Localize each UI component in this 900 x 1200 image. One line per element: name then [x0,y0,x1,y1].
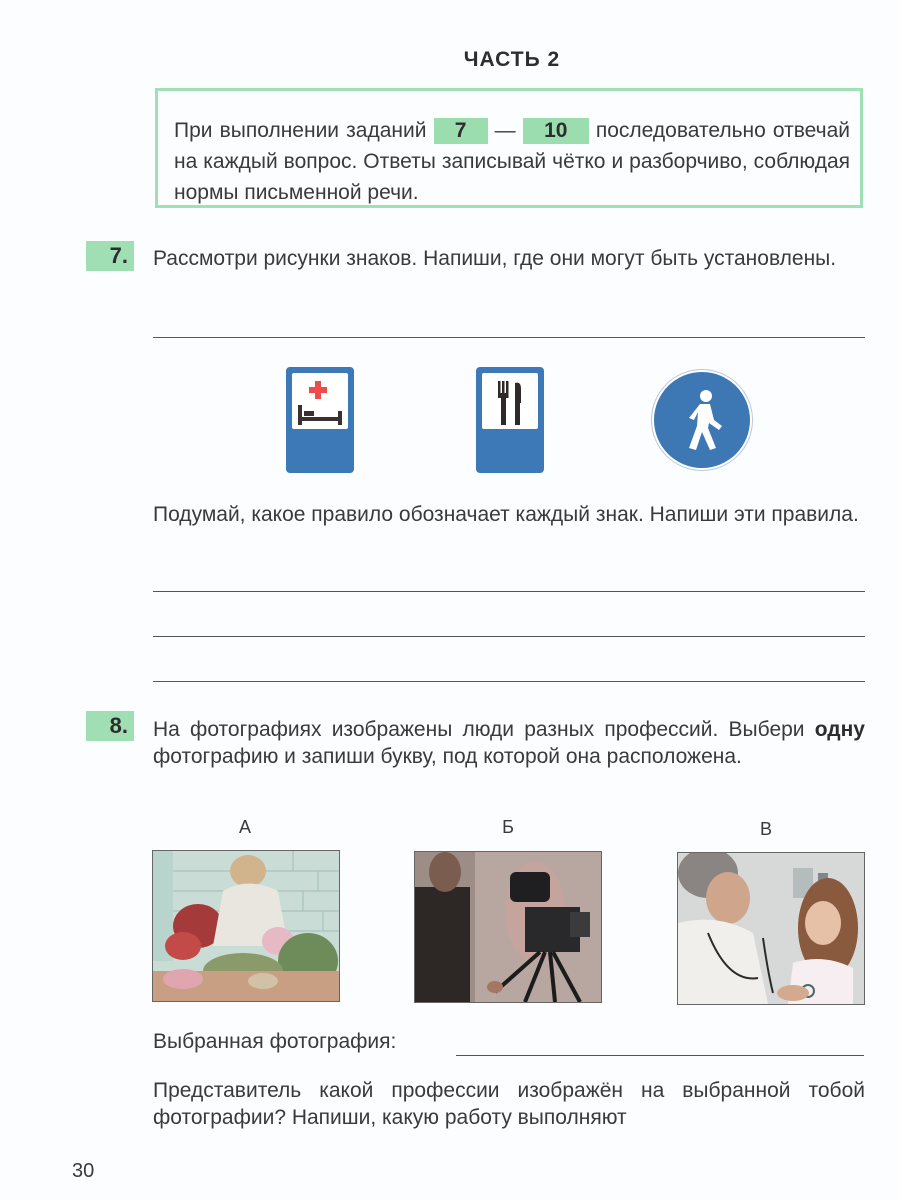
task-7-answer-line-1[interactable] [153,337,865,338]
task-7-answer-line-2[interactable] [153,591,865,592]
task-8-followup: Представитель какой профессии изображён на выбранной тобой фотографии? Напиши, какую работу выполняют [153,1079,865,1129]
task-7-answer-line-4[interactable] [153,681,865,682]
task-8-question-end: фотографию и запиши букву, под которой она расположена. [153,745,742,768]
task-7-question: Рассмотри рисунки знаков. Напиши, где они могут быть установлены. [153,247,837,270]
photo-label-b: Б [502,817,514,837]
task-8-number: 8. [86,711,134,741]
range-start-badge: 7 [434,118,488,144]
photo-label-v: В [759,819,772,839]
instructions-text-end: последовательно отвечай на каждый вопрос. Ответы записывай чётко и разборчиво, соблюдая нормы письменной речи. [174,119,850,204]
selected-photo-input-line[interactable] [456,1055,864,1056]
task-8-question-start: На фотографиях изображены люди разных профессий. Выбери [153,718,805,741]
photo-label-a: А [238,817,251,837]
task-7-answer-line-3[interactable] [153,636,865,637]
task-7-followup: Подумай, какое правило обозначает каждый знак. Напиши эти правила. [153,503,859,526]
instructions-box [155,88,863,208]
task-8-question [153,716,865,770]
photo-camera-operator[interactable] [414,851,602,1003]
task-8-question-emphasis: одну [814,718,865,741]
task-7-number: 7. [86,241,134,271]
range-dash: — [494,119,516,142]
pedestrian-path-sign-icon [654,372,750,468]
part-title: ЧАСТЬ 2 [463,48,561,71]
selected-photo-label: Выбранная фотография: [153,1030,397,1053]
page-number: 30 [72,1160,95,1182]
range-end-badge: 10 [523,118,589,144]
photo-florist[interactable] [152,850,340,1002]
food-fork-knife-sign-icon [476,367,544,473]
photo-doctor[interactable] [677,852,865,1005]
hotel-bed-cross-sign-icon [286,367,354,473]
instructions-text-start: При выполнении заданий [174,119,427,142]
instructions-text [174,115,850,208]
